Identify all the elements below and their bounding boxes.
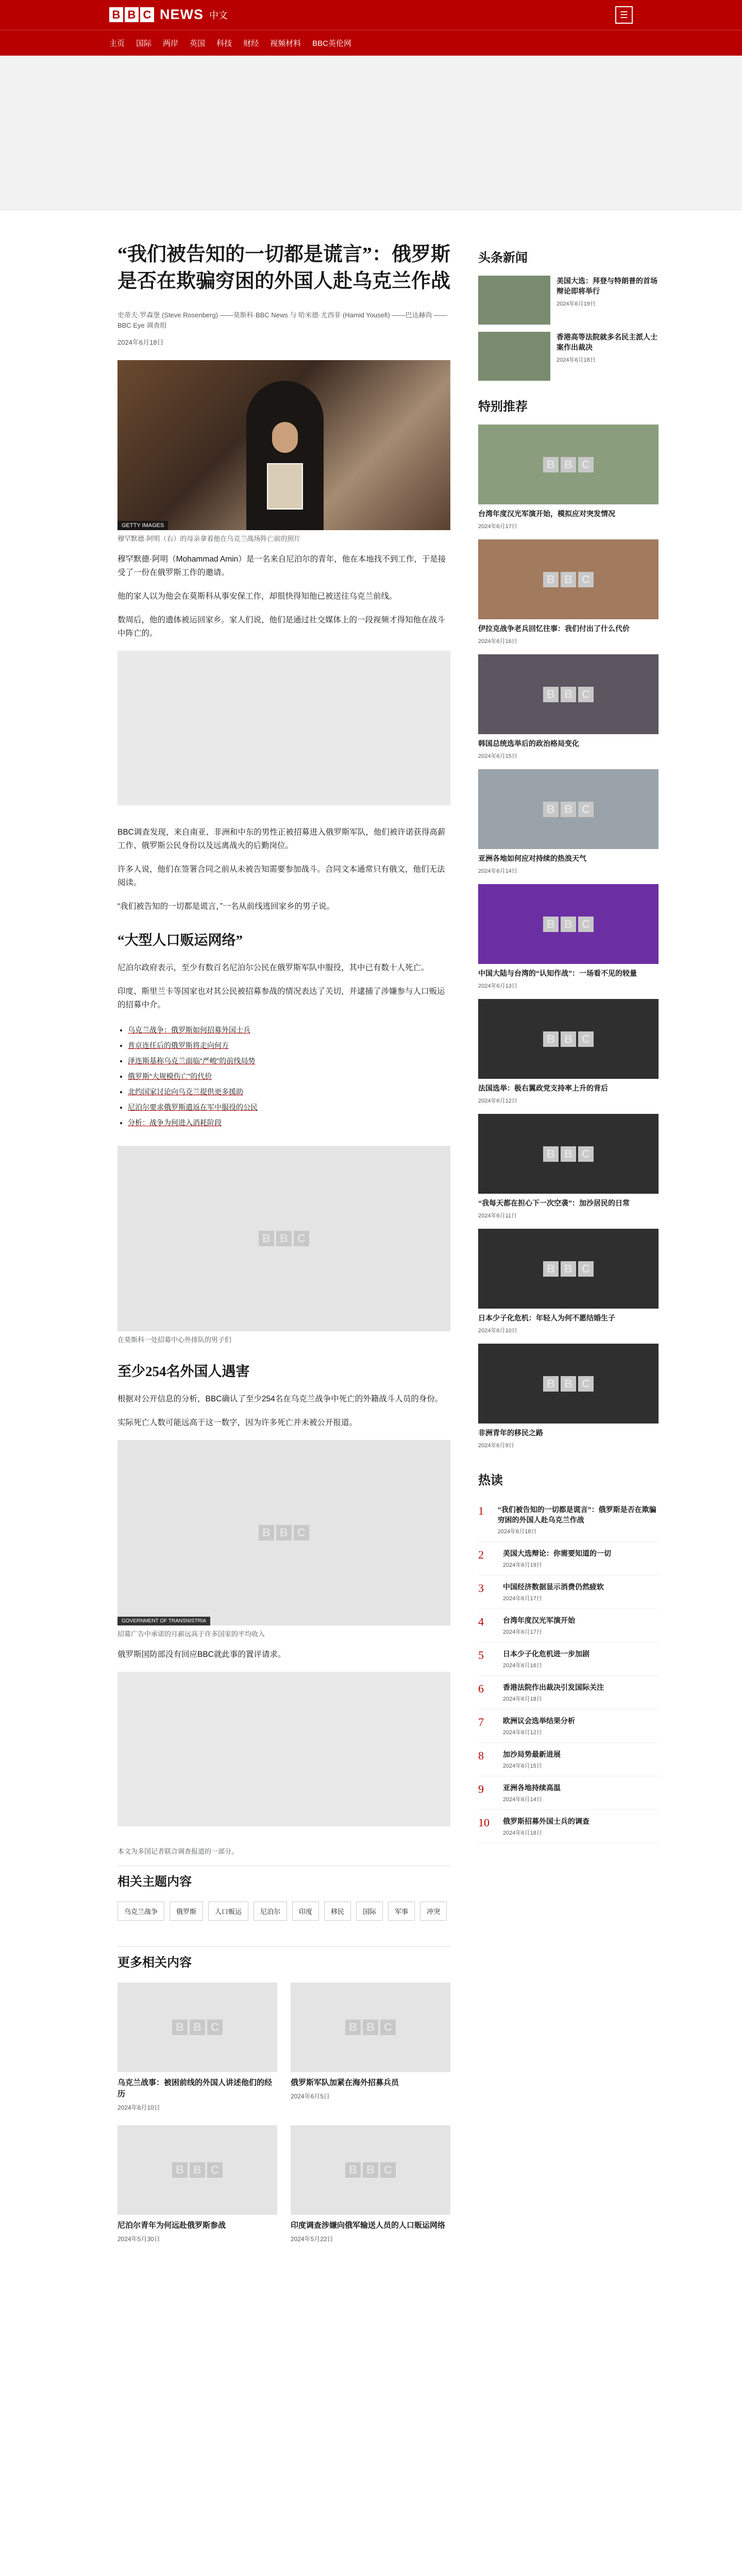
hot-rank: 2 (478, 1548, 484, 1561)
featured-item[interactable] (478, 1229, 659, 1334)
featured-title-text: 中国大陆与台湾的“认知作战”：一场看不见的较量 (478, 969, 637, 977)
bbc-placeholder: B B C (543, 917, 594, 932)
featured-title-text: 亚洲各地如何应对持续的热浪天气 (478, 854, 586, 862)
section-heading: 至少254名外国人遇害 (117, 1364, 250, 1379)
featured-date: 2024年6月12日 (478, 1098, 517, 1104)
hot-title-text: 日本少子化危机进一步加剧 (503, 1650, 589, 1658)
face-shape (272, 422, 298, 453)
card-title: 俄罗斯军队加紧在海外招募兵员 (291, 2078, 399, 2087)
article-image (117, 1146, 450, 1331)
hot-title-text: 台湾年度汉光军演开始 (503, 1616, 575, 1624)
topic-tag[interactable]: 印度 (292, 1902, 319, 1921)
hot-title-text: 亚洲各地持续高温 (503, 1784, 561, 1792)
hot-item[interactable] (478, 1810, 659, 1843)
related-link[interactable]: • 分析：战争为何进入消耗阶段 (128, 1115, 450, 1130)
bbc-placeholder: B B C (543, 687, 594, 702)
related-link[interactable]: • 泽连斯基称乌克兰面临“严峻”的前线局势 (128, 1053, 450, 1069)
featured-image (478, 999, 659, 1079)
featured-item[interactable] (478, 999, 659, 1105)
card-title: 印度调查涉嫌向俄军输送人员的人口贩运网络 (291, 2221, 446, 2230)
topic-tag[interactable]: 俄罗斯 (170, 1902, 203, 1921)
featured-list (478, 425, 659, 1449)
paragraph: 实际死亡人数可能远高于这一数字，因为许多死亡并未被公开报道。 (117, 1418, 358, 1427)
news-thumbnail (478, 332, 550, 381)
featured-title-text: 台湾年度汉光军演开始，模拟应对突发情况 (478, 510, 615, 518)
bbc-placeholder: B B C (543, 457, 594, 472)
bbc-placeholder: B B C (259, 1525, 309, 1540)
brand-cn: 中文 (209, 10, 228, 21)
featured-title: 特别推荐 (478, 400, 528, 414)
featured-item[interactable] (478, 769, 659, 875)
brand-letter: B (125, 7, 139, 22)
hero-credit: GETTY IMAGES (117, 521, 168, 530)
top-news-item[interactable] (478, 276, 659, 325)
nav-item[interactable]: 主页 (109, 39, 125, 48)
hot-item[interactable] (478, 1676, 659, 1709)
hot-date: 2024年6月16日 (503, 1663, 542, 1669)
hot-rank: 7 (478, 1716, 484, 1728)
featured-date: 2024年6月9日 (478, 1443, 514, 1449)
news-thumbnail (478, 276, 550, 325)
hot-date: 2024年6月14日 (503, 1797, 542, 1803)
bbc-placeholder: B B C (543, 1146, 594, 1162)
hot-date: 2024年6月19日 (503, 1562, 542, 1568)
footnote: 本文为多国记者联合调查报道的一部分。 (117, 1848, 239, 1855)
featured-date: 2024年6月15日 (478, 753, 517, 759)
featured-date: 2024年6月16日 (478, 638, 517, 645)
hot-item[interactable] (478, 1609, 659, 1642)
nav-item[interactable]: BBC英伦网 (312, 39, 351, 48)
bbc-logo[interactable] (109, 7, 228, 23)
hot-rank: 6 (478, 1682, 484, 1695)
bbc-placeholder: B B C (172, 2162, 223, 2178)
paragraph: 许多人说，他们在签署合同之前从未被告知需要参加战斗。合同文本通常只有俄文，他们无法阅读。 (117, 865, 445, 887)
featured-item[interactable] (478, 654, 659, 760)
related-topics-title: 相关主题内容 (117, 1866, 450, 1889)
news-date: 2024年6月19日 (556, 301, 596, 307)
hot-title-text: “我们被告知的一切都是谎言”：俄罗斯是否在欺骗穷困的外国人赴乌克兰作战 (497, 1505, 656, 1524)
image-caption: 招募广告中承诺的月薪远高于许多国家的平均收入 (117, 1630, 265, 1638)
top-news-title: 头条新闻 (478, 251, 528, 265)
featured-item[interactable] (478, 1114, 659, 1219)
card-title: 尼泊尔青年为何远赴俄罗斯参战 (117, 2221, 226, 2230)
hot-item[interactable] (478, 1776, 659, 1810)
hot-item[interactable] (478, 1575, 659, 1609)
topic-tag[interactable]: 冲突 (420, 1902, 447, 1921)
featured-image (478, 1229, 659, 1309)
byline: 史蒂夫·罗森堡 (Steve Rosenberg) ——莫斯科·BBC News 与 哈米德·尤西菲 (Hamid Yousefi) ——巴达赫尚 ——BBC Eye 调查组 (117, 311, 447, 329)
related-card[interactable] (117, 2125, 277, 2243)
topic-tag[interactable]: 移民 (324, 1902, 351, 1921)
bbc-placeholder: B B C (172, 2020, 223, 2035)
hot-title-text: 欧洲议会选举结果分析 (503, 1717, 575, 1725)
article-date: 2024年6月18日 (117, 338, 164, 346)
image-caption: 在莫斯科一处招募中心外排队的男子们 (117, 1336, 232, 1344)
featured-date: 2024年6月17日 (478, 523, 517, 530)
bbc-placeholder: B B C (345, 2020, 396, 2035)
hot-title-text: 俄罗斯招募外国士兵的调查 (503, 1817, 589, 1825)
hot-list (478, 1498, 659, 1843)
related-link[interactable]: • 尼泊尔要求俄罗斯遣返在军中服役的公民 (128, 1099, 450, 1115)
card-image (291, 1982, 450, 2072)
hot-date: 2024年6月15日 (503, 1763, 542, 1769)
featured-image (478, 425, 659, 504)
bbc-placeholder: B B C (543, 1376, 594, 1392)
featured-title-text: 法国选举：极右翼政党支持率上升的背后 (478, 1084, 608, 1092)
topic-tags (117, 1902, 450, 1921)
related-link[interactable]: • 北约国家讨论向乌克兰提供更多援助 (128, 1084, 450, 1099)
ad-banner[interactable] (0, 56, 742, 210)
nav-item[interactable]: 国际 (136, 39, 152, 48)
hot-item[interactable] (478, 1642, 659, 1676)
main-nav (0, 30, 742, 56)
more-title: 更多相关内容 (117, 1946, 450, 1970)
hot-title-text: 美国大选辩论：你需要知道的一切 (503, 1549, 611, 1557)
featured-image (478, 884, 659, 964)
featured-title-text: 伊拉克战争老兵回忆往事：我们付出了什么代价 (478, 624, 630, 633)
hot-date: 2024年6月17日 (503, 1596, 542, 1602)
paragraph: 俄罗斯国防部没有回应BBC就此事的置评请求。 (117, 1650, 286, 1659)
featured-date: 2024年6月14日 (478, 868, 517, 874)
section-heading: “大型人口贩运网络” (117, 933, 243, 948)
paragraph: BBC调查发现，来自南亚、非洲和中东的男性正被招募进入俄罗斯军队，他们被许诺获得高薪工作、俄罗斯公民身份以及远离战火的后勤岗位。 (117, 828, 446, 850)
hot-rank: 9 (478, 1783, 484, 1795)
hot-date: 2024年6月18日 (503, 1696, 542, 1702)
menu-icon[interactable]: ☰ (615, 6, 633, 24)
card-title: 乌克兰战事：被困前线的外国人讲述他们的经历 (117, 2078, 273, 2098)
featured-image (478, 769, 659, 849)
paragraph: 尼泊尔政府表示，至少有数百名尼泊尔公民在俄罗斯军队中服役，其中已有数十人死亡。 (117, 963, 429, 972)
hot-rank: 8 (478, 1749, 484, 1762)
card-image (291, 2125, 450, 2215)
article-title: “我们被告知的一切都是谎言”：俄罗斯是否在欺骗穷困的外国人赴乌克兰作战 (117, 244, 451, 292)
ad-block[interactable] (117, 1672, 450, 1826)
featured-item[interactable] (478, 539, 659, 645)
bbc-placeholder: B B C (543, 572, 594, 587)
ad-block[interactable] (117, 651, 450, 805)
hot-rank: 4 (478, 1615, 484, 1628)
brand-letter: C (140, 7, 154, 22)
hot-date: 2024年6月12日 (503, 1730, 542, 1736)
paragraph: 穆罕默德·阿明（Mohammad Amin）是一名来自尼泊尔的青年，他在本地找不到工作，于是接受了一份在俄罗斯工作的邀请。 (117, 555, 446, 577)
related-link[interactable]: • 乌克兰战争：俄罗斯如何招募外国士兵 (128, 1022, 450, 1038)
topic-tag[interactable]: 国际 (356, 1902, 383, 1921)
paragraph: 根据对公开信息的分析，BBC确认了至少254名在乌克兰战争中死亡的外籍战斗人员的身份。 (117, 1395, 443, 1403)
card-image (117, 1982, 277, 2072)
card-date: 2024年6月10日 (117, 2104, 160, 2111)
featured-item[interactable] (478, 884, 659, 990)
hot-title-text: 中国经济数据显示消费仍然疲软 (503, 1583, 604, 1591)
related-card[interactable] (291, 1982, 450, 2112)
more-grid (117, 1982, 450, 2243)
nav-item[interactable]: 财经 (243, 39, 259, 48)
sidebar (478, 241, 659, 2274)
related-card[interactable] (117, 1982, 277, 2112)
hot-item[interactable] (478, 1709, 659, 1743)
nav-item[interactable]: 视频材料 (270, 39, 301, 48)
featured-image (478, 539, 659, 619)
nav-item[interactable]: 科技 (216, 39, 232, 48)
topic-tag[interactable]: 军事 (388, 1902, 415, 1921)
featured-item[interactable] (478, 425, 659, 530)
related-link[interactable]: • 普京连任后的俄罗斯将走向何方 (128, 1038, 450, 1053)
featured-image (478, 654, 659, 734)
hot-rank: 10 (478, 1816, 490, 1829)
paragraph: 他的家人以为他会在莫斯科从事安保工作，却很快得知他已被送往乌克兰前线。 (117, 592, 397, 601)
top-news-list (478, 276, 659, 381)
hero-image (117, 360, 450, 530)
paragraph: 数周后，他的遗体被运回家乡。家人们说，他们是通过社交媒体上的一段视频才得知他在战斗中阵亡的。 (117, 616, 445, 638)
hot-rank: 5 (478, 1649, 484, 1662)
brand-letter: B (109, 7, 123, 22)
bbc-placeholder: B B C (259, 1231, 309, 1246)
bbc-placeholder: B B C (345, 2162, 396, 2178)
hot-section (478, 1470, 659, 1843)
news-title: 美国大选：拜登与特朗普的首场辩论即将举行 (556, 277, 657, 295)
featured-title-text: 日本少子化危机：年轻人为何不愿结婚生子 (478, 1314, 615, 1322)
featured-image (478, 1344, 659, 1423)
bbc-placeholder: B B C (543, 1031, 594, 1047)
hot-date: 2024年6月18日 (503, 1830, 542, 1836)
related-links (128, 1022, 450, 1130)
bbc-placeholder: B B C (543, 1261, 594, 1277)
topic-tag[interactable]: 尼泊尔 (254, 1902, 287, 1921)
paragraph: 印度、斯里兰卡等国家也对其公民被招募参战的情况表达了关切，并逮捕了涉嫌参与人口贩运的招募中介。 (117, 987, 445, 1009)
image-credit: GOVERNMENT OF TRANSNISTRIA (117, 1617, 210, 1625)
article (117, 241, 450, 2274)
hot-title-text: 香港法院作出裁决引发国际关注 (503, 1683, 604, 1691)
card-date: 2024年5月22日 (291, 2235, 333, 2243)
featured-image (478, 1114, 659, 1194)
card-date: 2024年6月5日 (291, 2093, 330, 2100)
related-link[interactable]: • 俄罗斯“大规模伤亡”的代价 (128, 1069, 450, 1084)
featured-date: 2024年6月11日 (478, 1213, 517, 1219)
nav-item[interactable]: 两岸 (163, 39, 179, 48)
top-bar (0, 0, 742, 30)
hot-rank: 3 (478, 1582, 484, 1595)
hot-title-text: 加沙局势最新进展 (503, 1750, 561, 1758)
nav-item[interactable]: 英国 (190, 39, 206, 48)
hot-date: 2024年6月18日 (497, 1529, 537, 1535)
featured-title-text: 韩国总统选举后的政治格局变化 (478, 739, 579, 748)
hot-rank: 1 (478, 1504, 484, 1517)
topic-tag[interactable]: 人口贩运 (208, 1902, 248, 1921)
article-image (117, 1440, 450, 1625)
brand-news: NEWS (160, 7, 204, 22)
held-photo (267, 463, 303, 510)
card-date: 2024年5月30日 (117, 2235, 160, 2243)
hot-title: 热读 (478, 1474, 503, 1487)
top-news-item[interactable] (478, 332, 659, 381)
paragraph: “我们被告知的一切都是谎言，”一名从前线逃回家乡的男子说。 (117, 902, 335, 911)
hot-item[interactable] (478, 1743, 659, 1776)
featured-date: 2024年6月10日 (478, 1328, 517, 1334)
related-card[interactable] (291, 2125, 450, 2243)
news-title: 香港高等法院就多名民主派人士案作出裁决 (556, 333, 657, 351)
hot-item[interactable] (478, 1498, 659, 1542)
hot-item[interactable] (478, 1542, 659, 1575)
topic-tag[interactable]: 乌克兰战争 (117, 1902, 164, 1921)
featured-item[interactable] (478, 1344, 659, 1449)
news-date: 2024年6月18日 (556, 357, 596, 363)
bbc-placeholder: B B C (543, 802, 594, 817)
featured-date: 2024年6月13日 (478, 983, 517, 989)
hero-caption: 穆罕默德·阿明（右）的母亲拿着他在乌克兰战场阵亡前的照片 (117, 535, 301, 543)
featured-title-text: “我每天都在担心下一次空袭”：加沙居民的日常 (478, 1199, 630, 1207)
card-image (117, 2125, 277, 2215)
hot-date: 2024年6月17日 (503, 1629, 542, 1635)
featured-title-text: 非洲青年的移民之路 (478, 1429, 543, 1437)
